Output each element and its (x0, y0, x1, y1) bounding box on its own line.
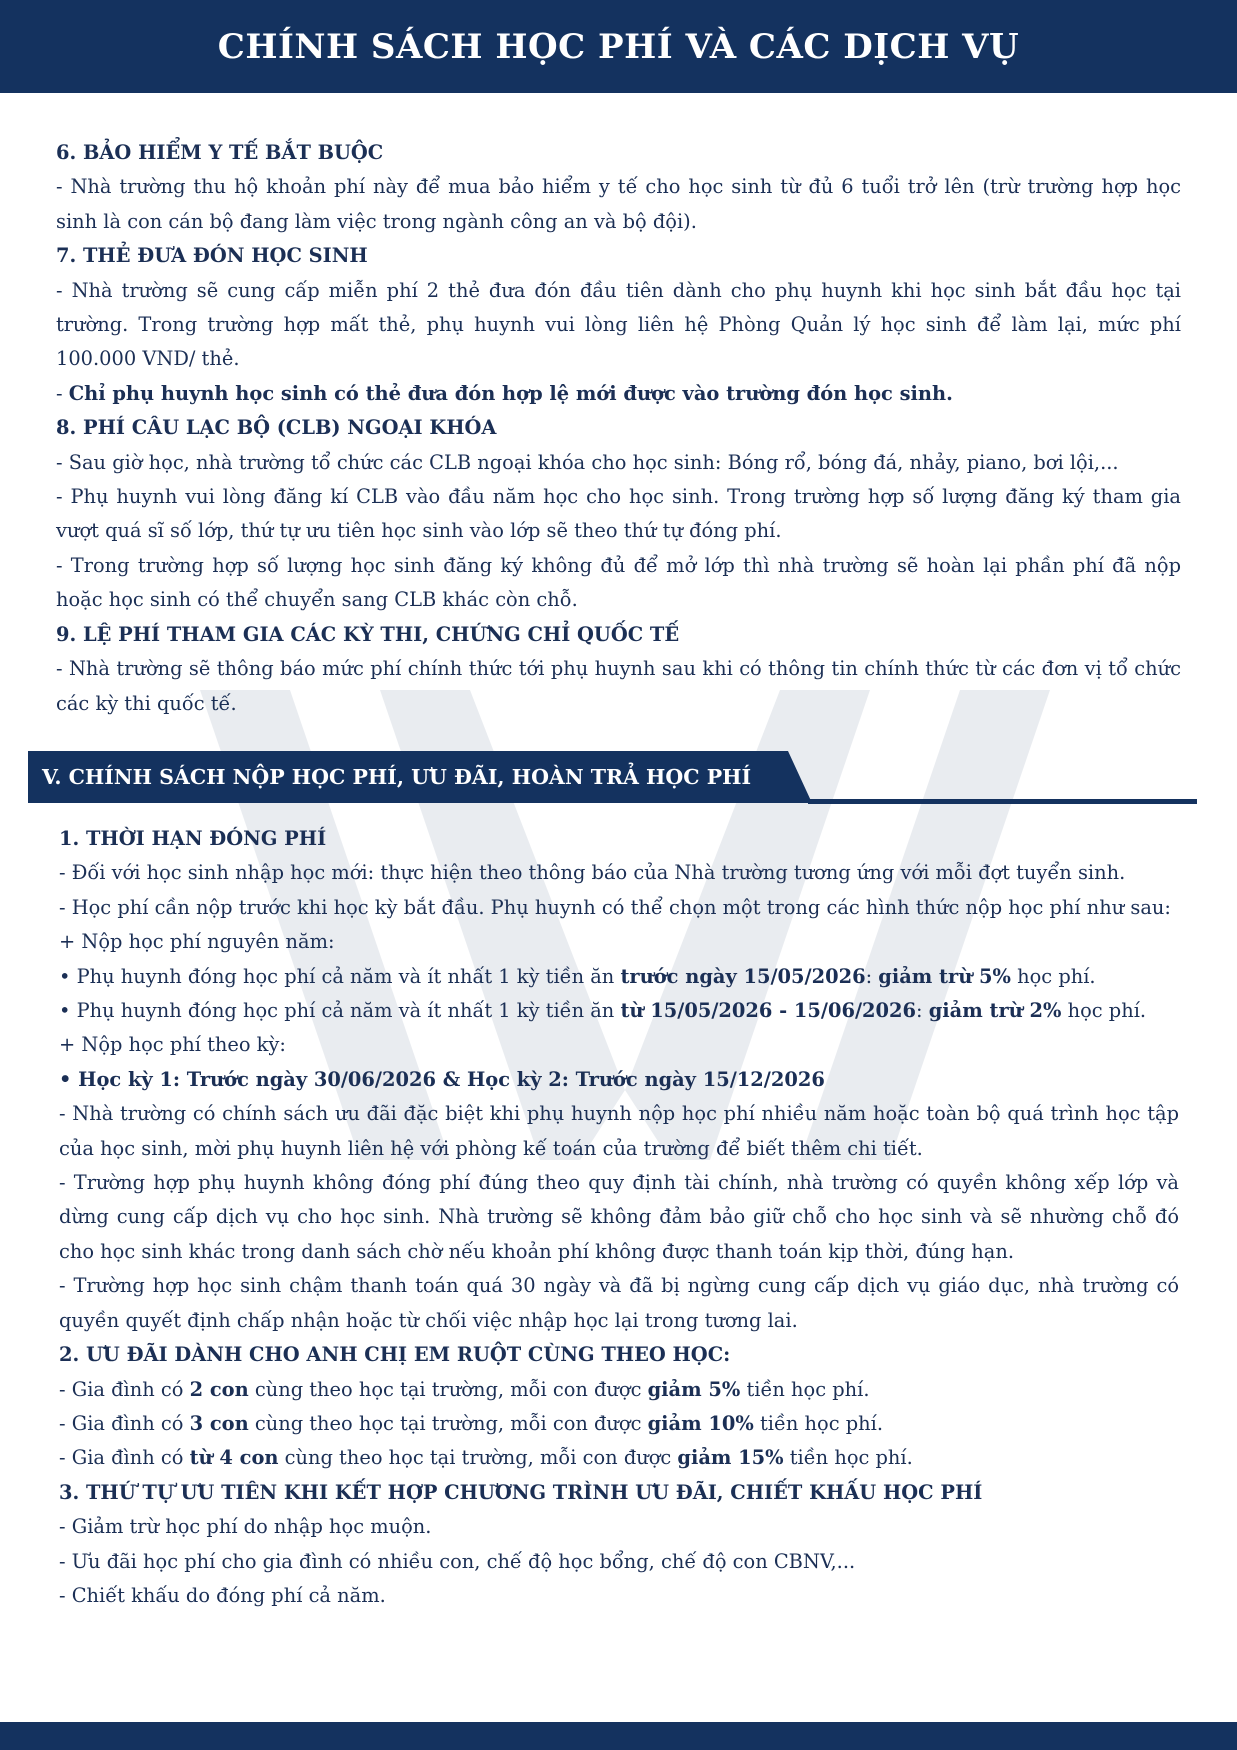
part-iv-content (56, 136, 1181, 721)
paragraph: + Nộp học phí theo kỳ: (59, 1033, 286, 1057)
paragraph: - Nhà trường thu hộ khoản phí này để mua bảo hiểm y tế cho học sinh từ đủ 6 tuổi trở lên (trừ trường hợp học sinh là con cán bộ đang làm việc trong ngành công an và bộ đội). (56, 175, 1181, 233)
section-v-banner (28, 751, 1168, 803)
heading-priority-order: 3. THỨ TỰ ƯU TIÊN KHI KẾT HỢP CHƯƠNG TRÌNH ƯU ĐÃI, CHIẾT KHẤU HỌC PHÍ (59, 1480, 983, 1504)
paragraph: - Sau giờ học, nhà trường tổ chức các CLB ngoại khóa cho học sinh: Bóng rổ, bóng đá, nhảy, piano, bơi lội,... (56, 450, 1119, 474)
heading-club-fee: 8. PHÍ CÂU LẠC BỘ (CLB) NGOẠI KHÓA (56, 416, 497, 440)
bold-text: giảm 15% (677, 1446, 784, 1470)
text: - (56, 381, 69, 405)
page-footer-bar (0, 1722, 1237, 1750)
bold-text: giảm trừ 5% (878, 964, 1011, 988)
page-title: CHÍNH SÁCH HỌC PHÍ VÀ CÁC DỊCH VỤ (217, 26, 1020, 67)
bold-text: giảm 5% (647, 1377, 741, 1401)
section-v-content (59, 822, 1179, 1613)
heading-exam-fee: 9. LỆ PHÍ THAM GIA CÁC KỲ THI, CHỨNG CHỈ QUỐC TẾ (56, 622, 680, 646)
bold-text: giảm trừ 2% (928, 999, 1062, 1023)
bold-text: trước ngày 15/05/2026 (620, 964, 866, 988)
text: cùng theo học tại trường, mỗi con được (248, 1377, 648, 1401)
discount-row (59, 1441, 1179, 1475)
paragraph: - Nhà trường sẽ cung cấp miễn phí 2 thẻ đưa đón đầu tiên dành cho phụ huynh khi học sinh bắt đầu học tại trường. Trong trường hợp mất thẻ, phụ huynh vui lòng liên hệ Phòng Quản lý học sinh để làm lại, mức phí 100.000 VND/ thẻ. (56, 278, 1181, 371)
text: • Phụ huynh đóng học phí cả năm và ít nhất 1 kỳ tiền ăn (59, 999, 621, 1023)
text: cùng theo học tại trường, mỗi con được (278, 1446, 678, 1470)
text: : (865, 964, 879, 988)
bullet-item (59, 960, 1179, 994)
text: học phí. (1061, 999, 1147, 1023)
text: cùng theo học tại trường, mỗi con được (248, 1411, 648, 1435)
paragraph: - Giảm trừ học phí do nhập học muộn. (59, 1515, 432, 1539)
page-header-banner (0, 0, 1237, 93)
paragraph (56, 377, 1181, 411)
paragraph: - Ưu đãi học phí cho gia đình có nhiều con, chế độ học bổng, chế độ con CBNV,... (59, 1549, 856, 1573)
paragraph: - Phụ huynh vui lòng đăng kí CLB vào đầu năm học cho học sinh. Trong trường hợp số lượng đăng ký tham gia vượt quá sĩ số lớp, thứ tự ưu tiên học sinh vào lớp sẽ theo thứ tự đóng phí. (56, 485, 1181, 543)
heading-payment-deadline: 1. THỜI HẠN ĐÓNG PHÍ (59, 827, 327, 850)
paragraph: - Trong trường hợp số lượng học sinh đăng ký không đủ để mở lớp thì nhà trường sẽ hoàn lại phần phí đã nộp hoặc học sinh có thể chuyển sang CLB khác còn chỗ. (56, 553, 1181, 612)
bold-text: giảm 10% (647, 1411, 754, 1435)
bullet-item (59, 1063, 1179, 1097)
paragraph: + Nộp học phí nguyên năm: (59, 930, 335, 954)
bullet-item (59, 994, 1179, 1028)
heading-health-insurance: 6. BẢO HIỂM Y TẾ BẮT BUỘC (56, 141, 384, 164)
bold-text: Chỉ phụ huynh học sinh có thẻ đưa đón hợp lệ mới được vào trường đón học sinh. (68, 381, 953, 405)
paragraph: - Đối với học sinh nhập học mới: thực hiện theo thông báo của Nhà trường tương ứng với mỗi đợt tuyển sinh. (59, 861, 1126, 885)
text: : (916, 999, 929, 1023)
heading-pickup-card: 7. THẺ ĐƯA ĐÓN HỌC SINH (56, 244, 368, 268)
heading-sibling-discount: 2. ƯU ĐÃI DÀNH CHO ANH CHỊ EM RUỘT CÙNG THEO HỌC: (59, 1343, 731, 1367)
paragraph: - Nhà trường sẽ thông báo mức phí chính thức tới phụ huynh sau khi có thông tin chính thức từ các đơn vị tổ chức các kỳ thi quốc tế. (56, 657, 1181, 715)
text: - Gia đình có (59, 1377, 190, 1401)
paragraph: - Trường hợp học sinh chậm thanh toán quá 30 ngày và đã bị ngừng cung cấp dịch vụ giáo dục, nhà trường có quyền quyết định chấp nhận hoặc từ chối việc nhập học lại trong tương lai. (59, 1274, 1179, 1332)
bold-text: 2 con (189, 1377, 249, 1401)
text: - Gia đình có (59, 1446, 190, 1470)
text: tiền học phí. (783, 1446, 913, 1470)
text: tiền học phí. (740, 1377, 870, 1401)
section-rule (808, 799, 1197, 804)
text: - Gia đình có (59, 1411, 190, 1435)
paragraph: - Nhà trường có chính sách ưu đãi đặc biệt khi phụ huynh nộp học phí nhiều năm hoặc toàn bộ quá trình học tập của học sinh, mời phụ huynh liên hệ với phòng kế toán của trường để biết thêm chi tiết. (59, 1102, 1179, 1160)
text: • Phụ huynh đóng học phí cả năm và ít nhất 1 kỳ tiền ăn (59, 964, 621, 988)
paragraph: - Chiết khấu do đóng phí cả năm. (59, 1583, 386, 1607)
text: tiền học phí. (753, 1411, 883, 1435)
section-v-title: V. CHÍNH SÁCH NỘP HỌC PHÍ, ƯU ĐÃI, HOÀN TRẢ HỌC PHÍ (42, 765, 752, 789)
bold-text: từ 4 con (189, 1446, 279, 1470)
paragraph: - Học phí cần nộp trước khi học kỳ bắt đầu. Phụ huynh có thể chọn một trong các hình thức nộp học phí như sau: (59, 895, 1171, 919)
discount-row (59, 1373, 1179, 1407)
paragraph: - Trường hợp phụ huynh không đóng phí đúng theo quy định tài chính, nhà trường có quyền không xếp lớp và dừng cung cấp dịch vụ cho học sinh. Nhà trường sẽ không đảm bảo giữ chỗ cho học sinh và sẽ nhường chỗ đó cho học sinh khác trong danh sách chờ nếu khoản phí không được thanh toán kịp thời, đúng hạn. (59, 1171, 1179, 1263)
text: học phí. (1010, 964, 1096, 988)
bold-text: 3 con (189, 1411, 249, 1435)
discount-row (59, 1407, 1179, 1441)
bold-text: • Học kỳ 1: Trước ngày 30/06/2026 & Học kỳ 2: Trước ngày 15/12/2026 (59, 1067, 825, 1091)
bold-text: từ 15/05/2026 - 15/06/2026 (620, 999, 917, 1023)
